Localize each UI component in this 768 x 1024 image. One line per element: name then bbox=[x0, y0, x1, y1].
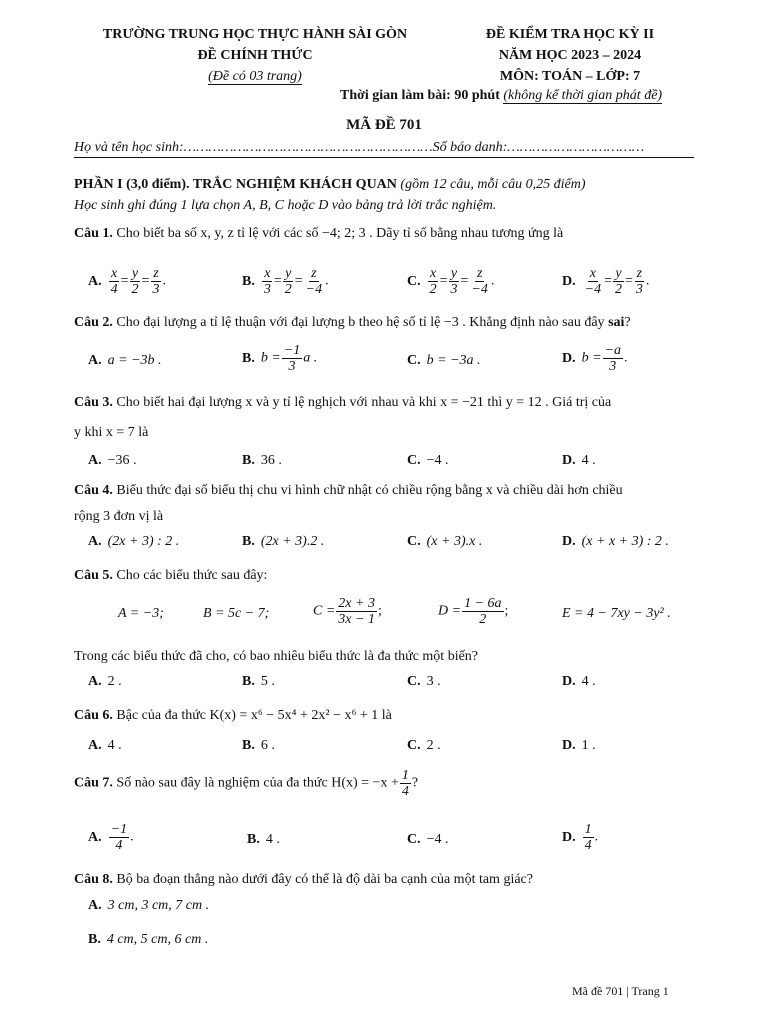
question-4-cont: rộng 3 đơn vị là bbox=[74, 509, 164, 524]
q1-option-b[interactable]: B. $\frac{x}{3}$ = $\frac{y}{2}$ = $\frac{z}{-4}$ . bbox=[242, 266, 329, 297]
q3-option-d[interactable]: D. 4 . bbox=[562, 453, 596, 468]
question-2: Câu 2. Cho đại lượng a tỉ lệ thuận với đại lượng b theo hệ số tỉ lệ −3 . Khẳng định nào sau đây sai? bbox=[74, 315, 631, 330]
q3-option-a[interactable]: A. −36 . bbox=[88, 453, 137, 468]
expr-e: E = 4 − 7xy − 3y² . bbox=[562, 606, 671, 621]
q4-option-c[interactable]: C. (x + 3).x . bbox=[407, 534, 483, 549]
q6-option-a[interactable]: A. 4 . bbox=[88, 738, 122, 753]
part1-title: PHẦN I (3,0 điểm). TRẮC NGHIỆM KHÁCH QUAN (gồm 12 câu, mỗi câu 0,25 điểm) bbox=[74, 177, 586, 192]
question-6: Câu 6. Bậc của đa thức K(x) = x⁶ − 5x⁴ + 2x² − x⁶ + 1 là bbox=[74, 708, 392, 723]
q4-option-a[interactable]: A. (2x + 3) : 2 . bbox=[88, 534, 180, 549]
expr-b: B = 5c − 7; bbox=[203, 606, 270, 621]
exam-code: MÃ ĐỀ 701 bbox=[346, 117, 422, 133]
q2-option-d[interactable]: D. b = $\frac{-a}{3}$ . bbox=[562, 343, 628, 374]
exam-title: ĐỀ KIỂM TRA HỌC KỲ II bbox=[485, 27, 655, 42]
q5-option-b[interactable]: B. 5 . bbox=[242, 674, 275, 689]
q3-option-b[interactable]: B. 36 . bbox=[242, 453, 282, 468]
q6-option-d[interactable]: D. 1 . bbox=[562, 738, 596, 753]
question-5: Câu 5. Cho các biểu thức sau đây: bbox=[74, 568, 268, 583]
q5-option-c[interactable]: C. 3 . bbox=[407, 674, 441, 689]
question-3-cont: y khi x = 7 là bbox=[74, 425, 149, 440]
q7-option-d[interactable]: D. $\frac{1}{4}$ . bbox=[562, 822, 599, 853]
q1-option-d[interactable]: D. $\frac{x}{-4}$ = $\frac{y}{2}$ = $\frac{z}{3}$ . bbox=[562, 266, 650, 297]
q1-option-c[interactable]: C. $\frac{x}{2}$ = $\frac{y}{3}$ = $\frac{z}{-4}$ . bbox=[407, 266, 495, 297]
question-4: Câu 4. Biểu thức đại số biểu thị chu vi hình chữ nhật có chiều rộng bằng x và chiều dài hơn chiều bbox=[74, 483, 623, 498]
q2-option-a[interactable]: A. a = −3b . bbox=[88, 353, 162, 368]
q2-option-b[interactable]: B. b = $\frac{-1}{3}$ a . bbox=[242, 343, 318, 374]
q4-option-b[interactable]: B. (2x + 3).2 . bbox=[242, 534, 325, 549]
id-label: Số báo danh: bbox=[432, 140, 508, 155]
time-limit: Thời gian làm bài: 90 phút (không kể thời gian phát đề) bbox=[340, 88, 663, 103]
q3-option-c[interactable]: C. −4 . bbox=[407, 453, 449, 468]
expr-c: C = $\frac{2x + 3}{3x - 1}$ ; bbox=[313, 596, 382, 627]
question-5-cont: Trong các biểu thức đã cho, có bao nhiêu biểu thức là đa thức một biến? bbox=[74, 649, 479, 664]
q6-option-b[interactable]: B. 6 . bbox=[242, 738, 275, 753]
official-label: ĐỀ CHÍNH THỨC bbox=[197, 48, 313, 63]
question-1: Câu 1. Cho biết ba số x, y, z tỉ lệ với các số −4; 2; 3 . Dãy tỉ số bằng nhau tương ứng là bbox=[74, 226, 564, 241]
q4-option-d[interactable]: D. (x + x + 3) : 2 . bbox=[562, 534, 669, 549]
pages-note: (Đề có 03 trang) bbox=[208, 69, 302, 84]
q7-option-c[interactable]: C. −4 . bbox=[407, 832, 449, 847]
q5-option-a[interactable]: A. 2 . bbox=[88, 674, 122, 689]
school-name: TRƯỜNG TRUNG HỌC THỰC HÀNH SÀI GÒN bbox=[102, 27, 408, 42]
q1-option-a[interactable]: A. $\frac{x}{4}$ = $\frac{y}{2}$ = $\frac{z}{3}$ . bbox=[88, 266, 166, 297]
part1-instruction: Học sinh ghi đúng 1 lựa chọn A, B, C hoặc D vào bảng trả lời trắc nghiệm. bbox=[74, 198, 497, 213]
expr-d: D = $\frac{1 - 6a}{2}$ ; bbox=[438, 596, 509, 627]
question-8: Câu 8. Bộ ba đoạn thẳng nào dưới đây có thể là độ dài ba cạnh của một tam giác? bbox=[74, 872, 533, 887]
q5-option-d[interactable]: D. 4 . bbox=[562, 674, 596, 689]
question-7: Câu 7. Số nào sau đây là nghiệm của đa thức H(x) = −x + $\frac{1}{4}$ ? bbox=[74, 768, 419, 799]
q7-option-a[interactable]: A. $\frac{-1}{4}$ . bbox=[88, 822, 134, 853]
school-year: NĂM HỌC 2023 – 2024 bbox=[498, 48, 642, 63]
q2-option-c[interactable]: C. b = −3a . bbox=[407, 353, 481, 368]
q6-option-c[interactable]: C. 2 . bbox=[407, 738, 441, 753]
name-label: Họ và tên học sinh: bbox=[74, 140, 184, 155]
expr-a: A = −3; bbox=[118, 606, 164, 621]
q8-option-b[interactable]: B. 4 cm, 5 cm, 6 cm . bbox=[88, 932, 209, 947]
q8-option-a[interactable]: A. 3 cm, 3 cm, 7 cm . bbox=[88, 898, 210, 913]
q7-option-b[interactable]: B. 4 . bbox=[247, 832, 280, 847]
question-3: Câu 3. Cho biết hai đại lượng x và y tỉ lệ nghịch với nhau và khi x = −21 thì y = 12 . Giá trị của bbox=[74, 395, 612, 410]
student-info-line: Họ và tên học sinh:……………………………………………………Số báo danh:…………………………… bbox=[74, 139, 694, 158]
page-footer: Mã đề 701 | Trang 1 bbox=[572, 984, 669, 998]
subject: MÔN: TOÁN – LỚP: 7 bbox=[499, 69, 641, 84]
